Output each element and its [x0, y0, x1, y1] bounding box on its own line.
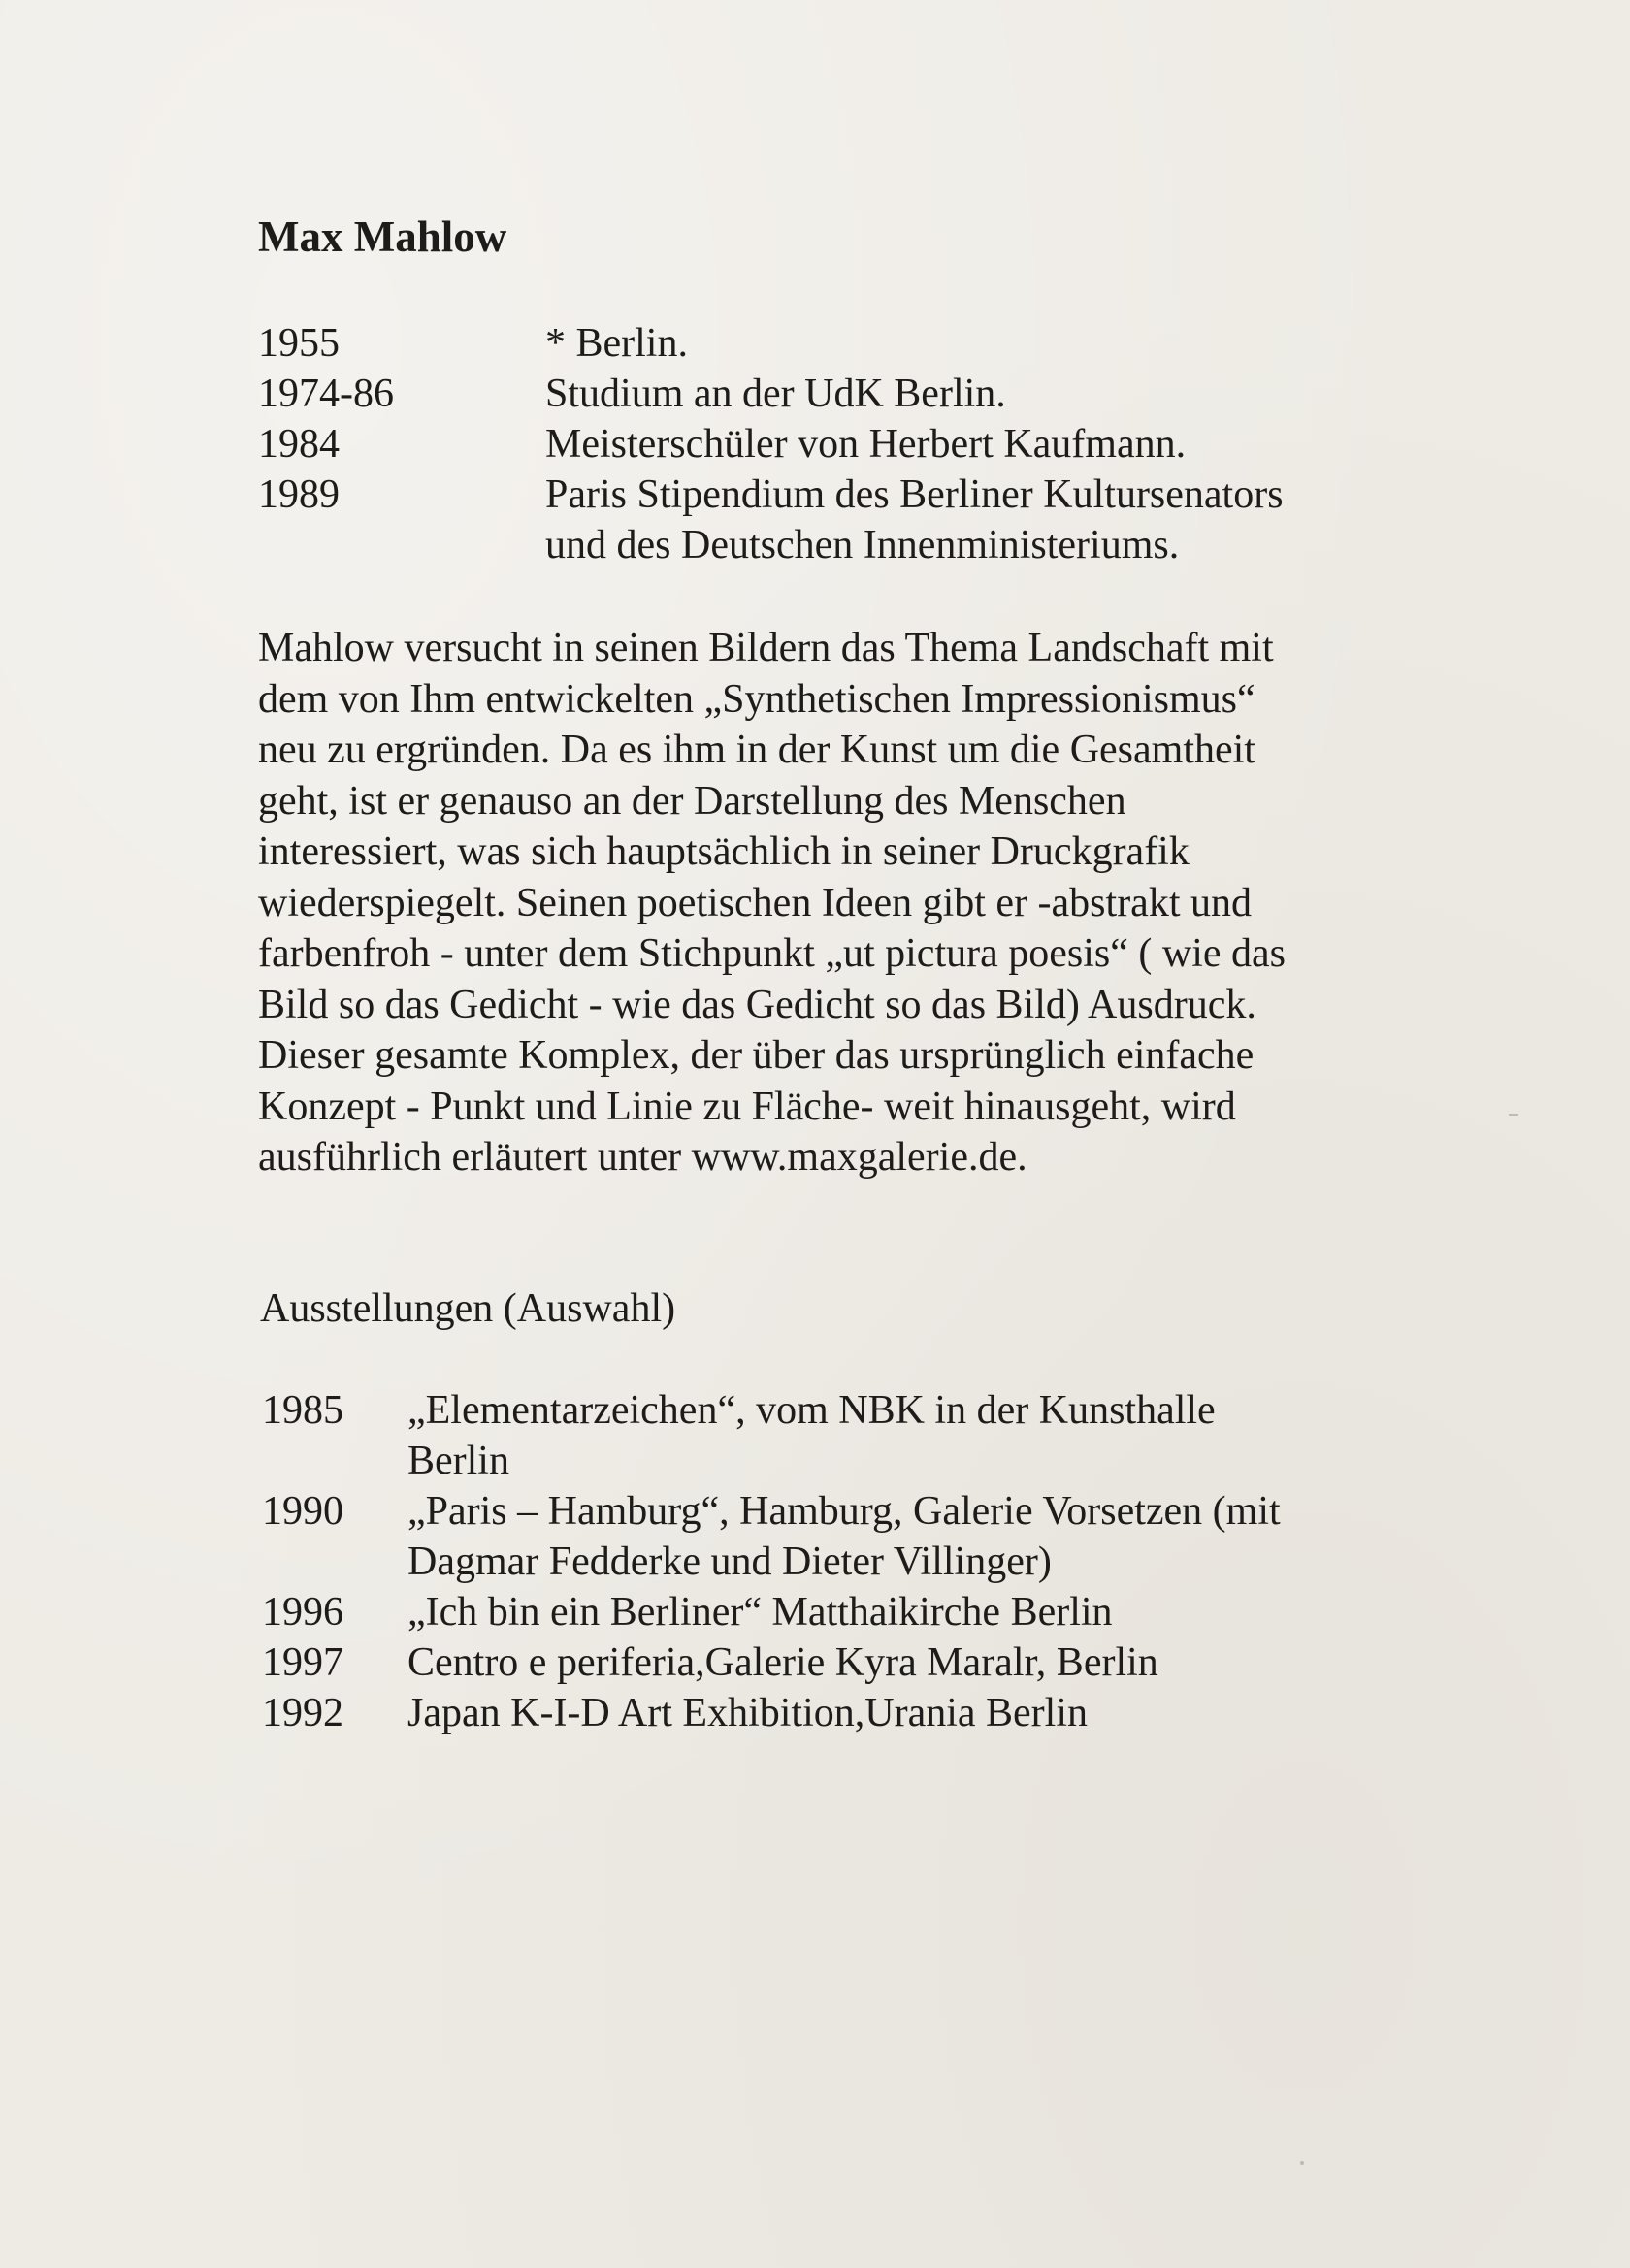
description-line: ausführlich erläutert unter www.maxgalerie.de.	[258, 1135, 1027, 1180]
bio-year: 1989	[258, 472, 340, 517]
exhibition-row	[262, 1385, 1426, 1486]
bio-text: Meisterschüler von Herbert Kaufmann.	[545, 422, 1187, 467]
bio-year: 1974-86	[258, 372, 394, 416]
bio-row	[258, 470, 1422, 570]
description-line: farbenfroh - unter dem Stichpunkt „ut pictura poesis“ ( wie das	[258, 931, 1287, 976]
exhibition-year: 1996	[262, 1590, 343, 1635]
description-line: neu zu ergründen. Da es ihm in der Kunst um die Gesamtheit	[258, 728, 1255, 772]
exhibition-text: Japan K-I-D Art Exhibition,Urania Berlin	[408, 1691, 1088, 1735]
description-line: Konzept - Punkt und Linie zu Fläche- weit hinausgeht, wird	[258, 1084, 1236, 1129]
bio-row	[258, 419, 1422, 470]
description-line: interessiert, was sich hauptsächlich in seiner Druckgrafik	[258, 829, 1190, 874]
bio-text: Studium an der UdK Berlin.	[545, 372, 1006, 416]
biography-list	[258, 318, 1422, 570]
description-line: Bild so das Gedicht - wie das Gedicht so das Bild) Ausdruck.	[258, 982, 1256, 1027]
description-line: Dieser gesamte Komplex, der über das ursprünglich einfache	[258, 1033, 1255, 1078]
exhibition-text: „Elementarzeichen“, vom NBK in der Kunsthalle Berlin	[408, 1388, 1216, 1483]
exhibition-row	[262, 1688, 1426, 1738]
exhibitions-list	[262, 1385, 1426, 1738]
paper-speck	[1300, 2161, 1304, 2165]
artist-name-title: Max Mahlow	[258, 212, 507, 261]
artist-description	[258, 623, 1422, 1183]
paper-speck	[1509, 1114, 1518, 1116]
bio-text: * Berlin.	[545, 321, 688, 366]
bio-row	[258, 369, 1422, 419]
description-line: wiederspiegelt. Seinen poetischen Ideen gibt er -abstrakt und	[258, 880, 1252, 925]
exhibitions-heading: Ausstellungen (Auswahl)	[260, 1286, 676, 1331]
exhibition-row	[262, 1637, 1426, 1688]
bio-year: 1955	[258, 321, 340, 366]
exhibition-text: Centro e periferia,Galerie Kyra Maralr, Berlin	[408, 1640, 1158, 1685]
exhibition-row	[262, 1587, 1426, 1637]
exhibition-year: 1992	[262, 1691, 343, 1735]
bio-row	[258, 318, 1422, 369]
exhibition-year: 1990	[262, 1489, 343, 1534]
bio-text: Paris Stipendium des Berliner Kultursenators und des Deutschen Innenministeriums.	[545, 472, 1284, 567]
description-line: geht, ist er genauso an der Darstellung des Menschen	[258, 778, 1126, 824]
exhibition-year: 1997	[262, 1640, 343, 1685]
exhibition-year: 1985	[262, 1388, 343, 1433]
description-line: dem von Ihm entwickelten „Synthetischen Impressionismus“	[258, 676, 1255, 722]
exhibition-text: „Paris – Hamburg“, Hamburg, Galerie Vorsetzen (mit Dagmar Fedderke und Dieter Villinger)	[408, 1489, 1281, 1584]
bio-year: 1984	[258, 422, 340, 467]
exhibition-text: „Ich bin ein Berliner“ Matthaikirche Berlin	[408, 1590, 1113, 1635]
exhibition-row	[262, 1486, 1426, 1587]
description-line: Mahlow versucht in seinen Bildern das Thema Landschaft mit	[258, 626, 1274, 670]
